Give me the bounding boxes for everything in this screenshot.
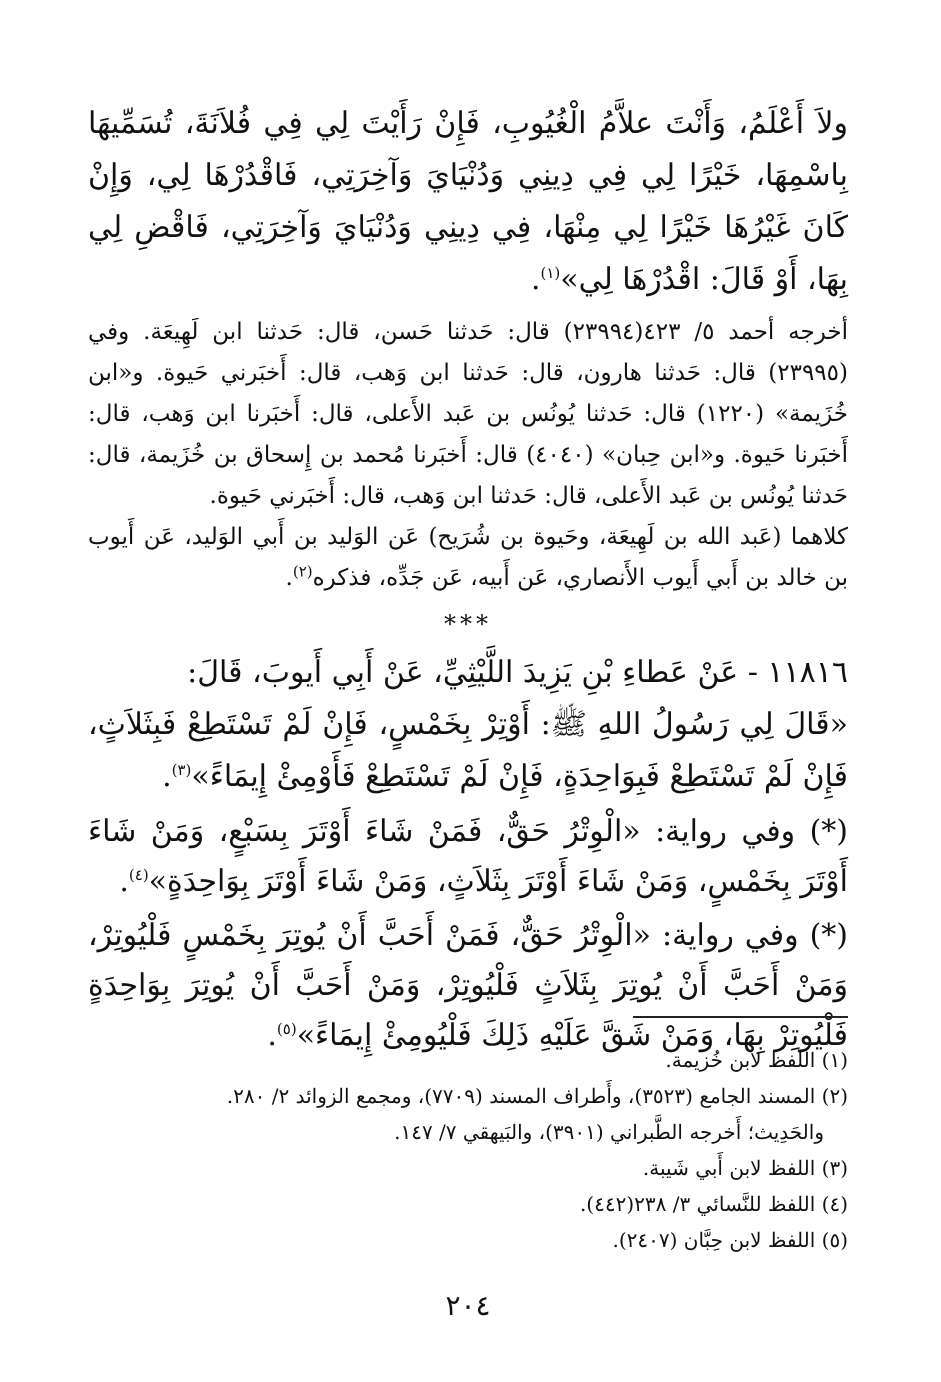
footnote-3: (٣) اللفظ لابن أَبي شَيبة. bbox=[642, 1156, 848, 1180]
hadith-header bbox=[88, 647, 848, 699]
footnote-2: (٢) المسند الجامع (٣٥٢٣)، وأَطراف المسند (٧٧٠٩)، ومجمع الزوائد ٢/ ٢٨٠. bbox=[226, 1084, 848, 1108]
footnotes bbox=[88, 1042, 848, 1258]
takhrij-summary bbox=[88, 517, 848, 599]
hadith-matn: «قَالَ لِي رَسُولُ اللهِ ﷺ: أَوْتِرْ بِخَمْسٍ، فَإِنْ لَمْ تَسْتَطِعْ فَبِثَلاَثٍ، فَإِنْ لَمْ تَسْتَطِعْ فَبِوَاحِدَةٍ، فَإِنْ لَمْ تَسْتَطِعْ فَأَوْمِئْ إِيمَاءً» bbox=[88, 707, 848, 794]
hadith-narration: عَنْ عَطاءِ بْنِ يَزِيدَ اللَّيْثِيِّ، عَنْ أَبِي أَيوبَ، قَالَ: bbox=[187, 655, 739, 690]
footnote-ref-4: (٤) bbox=[128, 866, 149, 884]
footnote-ref-1: (١) bbox=[540, 264, 561, 282]
footnote-2-continuation: والحَدِيث؛ أَخرجه الطَّبراني (٣٩٠١)، والبَيهقي ٧/ ١٤٧. bbox=[394, 1120, 824, 1144]
takhrij-block bbox=[88, 312, 848, 599]
takhrij-paragraph: أخرجه أحمد ٥/ ٤٢٣(٢٣٩٩٤) قال: حَدثنا حَسن، قال: حَدثنا ابن لَهِيعَة. وفي (٢٣٩٩٥) قال: حَدثنا هارون، قال: حَدثنا ابن وَهب، قال: أَخبَرني حَيوة. و«ابن خُزَيمة» (١٢٢٠) قال: حَدثنا يُونُس بن عَبد الأَعلى، قال: أَخبَرنا ابن وَهب، قال: أَخبَرنا حَيوة. و«ابن حِبان» (٤٠٤٠) قال: أَخبَرنا مُحمد بن إِسحاق بن خُزَيمة، قال: حَدثنا يُونُس بن عَبد الأَعلى، قال: حَدثنا ابن وَهب، قال: أَخبَرني حَيوة. bbox=[88, 319, 849, 509]
riwaya-text: «الْوِتْرُ حَقٌّ، فَمَنْ أَحَبَّ أَنْ يُوتِرَ بِخَمْسٍ فَلْيُوتِرْ، وَمَنْ أَحَبَّ أَنْ يُوتِرَ بِثَلاَثٍ فَلْيُوتِرْ، وَمَنْ أَحَبَّ أَنْ يُوتِرَ بِوَاحِدَةٍ فَلْيُوتِرْ بِهَا، وَمَنْ شَقَّ عَلَيْهِ ذَلِكَ فَلْيُومِئْ إِيمَاءً» bbox=[88, 918, 848, 1053]
riwaya-2 bbox=[88, 911, 848, 1061]
footnote-4: (٤) اللفظ للنَّسائي ٣/ ٢٣٨(٤٤٢). bbox=[579, 1192, 848, 1216]
riwaya-marker: (*) وفي رواية: bbox=[661, 918, 849, 953]
footnote-ref-5: (٥) bbox=[276, 1020, 297, 1038]
riwaya-text: «الْوِتْرُ حَقٌّ، فَمَنْ شَاءَ أَوْتَرَ بِسَبْعٍ، وَمَنْ شَاءَ أَوْتَرَ بِخَمْسٍ، وَمَنْ شَاءَ أَوْتَرَ بِثَلاَثٍ، وَمَنْ شَاءَ أَوْتَرَ بِوَاحِدَةٍ» bbox=[88, 814, 848, 899]
footnote-divider bbox=[633, 1016, 848, 1018]
hadith-continuation-end: . bbox=[530, 262, 541, 297]
footnote-1: (١) اللفظ لابن خُزيمة. bbox=[665, 1048, 848, 1072]
hadith-end: . bbox=[162, 759, 172, 794]
footnote-ref-2: (٢) bbox=[292, 562, 313, 581]
hadith-continuation bbox=[88, 98, 848, 306]
riwaya-end: . bbox=[119, 864, 129, 899]
takhrij-summary-text: كلاهما (عَبد الله بن لَهِيعَة، وحَيوة بن شُرَيح) عَن الوَليد بن أَبي الوَليد، عَن أَيوب بن خالد بن أَبي أَيوب الأَنصاري، عَن أَبيه، عَن جَدِّه، فذكره bbox=[88, 524, 848, 591]
riwaya-end: . bbox=[267, 1018, 277, 1053]
riwaya-marker: (*) وفي رواية: bbox=[655, 814, 848, 849]
takhrij-summary-end: . bbox=[285, 565, 293, 591]
section-separator: *** bbox=[444, 610, 492, 638]
footnote-ref-3: (٣) bbox=[171, 761, 192, 779]
riwaya-1 bbox=[88, 807, 848, 907]
footnote-5: (٥) اللفظ لابن حِبَّان (٢٤٠٧). bbox=[612, 1228, 848, 1252]
hadith-continuation-text: ولاَ أَعْلَمُ، وَأَنْتَ علاَّمُ الْغُيُوبِ، فَإِنْ رَأَيْتَ لِي فِي فُلاَنَةَ، تُسَمِّيهَا بِاسْمِهَا، خَيْرًا لِي فِي دِينِي وَدُنْيَايَ وَآخِرَتِي، فَاقْدُرْهَا لِي، وَإِنْ كَانَ غَيْرُهَا خَيْرًا لِي مِنْهَا، فِي دِينِي وَدُنْيَايَ وَآخِرَتِي، فَاقْضِ لِي بِهَا، أَوْ قَالَ: اقْدُرْهَا لِي» bbox=[88, 106, 848, 297]
hadith-number: ١١٨١٦ - bbox=[747, 655, 848, 690]
book-page bbox=[88, 98, 848, 1348]
hadith-text bbox=[88, 699, 848, 803]
page-number: ٢٠٤ bbox=[445, 1289, 491, 1322]
